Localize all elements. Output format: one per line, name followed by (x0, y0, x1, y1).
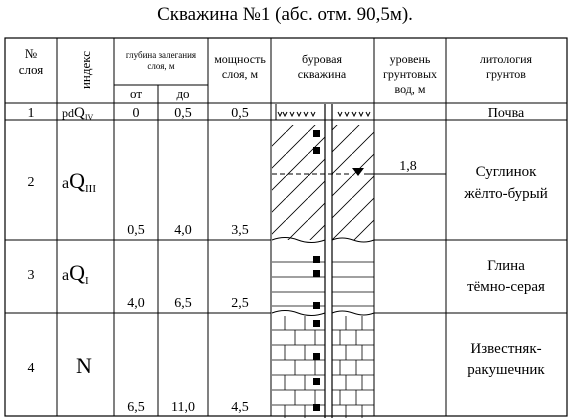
groundwater-value: 1,8 (399, 159, 417, 174)
index-prefix: a (62, 267, 70, 284)
thickness: 0,5 (231, 106, 249, 121)
header-well-1: буровая (301, 52, 343, 66)
index-sub: I (85, 275, 89, 287)
header-depth-from: от (129, 86, 143, 101)
depth-to: 0,5 (174, 106, 192, 121)
header-layer-no-2: слоя (18, 62, 44, 77)
lithology-description: тёмно-серая (467, 279, 545, 295)
header-gw-3: вод, м (394, 82, 426, 96)
boundary-wave (272, 311, 374, 316)
borehole-title: Скважина №1 (абс. отм. 90,5м). (157, 4, 413, 25)
lithology-description: ракушечник (467, 362, 545, 378)
layer-number: 1 (27, 106, 35, 121)
header-layer-no-1: № (24, 46, 38, 61)
table-header (19, 46, 533, 101)
table-row (28, 258, 545, 311)
depth-to: 11,0 (171, 400, 195, 415)
clay-pattern (272, 262, 374, 306)
header-lithology-1: литология (479, 52, 533, 66)
loam-pattern-right (332, 125, 374, 240)
index-main: Q (74, 105, 85, 121)
thickness: 3,5 (231, 223, 249, 238)
depth-from: 4,0 (127, 296, 145, 311)
thickness: 2,5 (231, 296, 249, 311)
header-lithology-2: грунтов (486, 67, 526, 81)
depth-from: 0,5 (127, 223, 145, 238)
index-main: Q (69, 168, 85, 193)
svg-text:aQIII (62, 168, 96, 195)
lithology-description: жёлто-бурый (464, 186, 548, 202)
header-thickness-1: мощность (214, 52, 266, 66)
header-index: индекс (78, 50, 93, 90)
depth-from: 0 (132, 106, 140, 121)
index-prefix: a (62, 175, 70, 192)
header-well-2: скважина (297, 67, 347, 81)
header-depth-to: до (176, 86, 190, 101)
depth-to: 4,0 (174, 223, 192, 238)
index-main: Q (69, 260, 85, 285)
well-column (272, 104, 374, 418)
index-prefix: pd (62, 106, 74, 120)
depth-from: 6,5 (127, 400, 145, 415)
table-row (28, 341, 546, 415)
index-main: N (76, 353, 92, 378)
svg-text:aQI (62, 260, 89, 287)
lithology-name: Известняк- (470, 341, 542, 357)
header-thickness-2: слоя, м (221, 67, 259, 81)
header-gw-1: уровень (389, 52, 431, 66)
lithology-name: Глина (487, 258, 525, 274)
lithology-name: Почва (487, 106, 525, 121)
thickness: 4,5 (231, 400, 249, 415)
layer-number: 4 (27, 361, 35, 376)
lithology-name: Суглинок (475, 164, 537, 180)
limestone-pattern (272, 316, 374, 418)
svg-text:pdQIV (62, 105, 94, 122)
index-sub: III (85, 183, 96, 195)
soil-pattern (276, 104, 370, 120)
layer-number: 3 (27, 268, 35, 283)
depth-to: 6,5 (174, 296, 192, 311)
header-depth-2: слоя, м (147, 61, 175, 71)
index-sub: IV (84, 113, 94, 122)
layer-number: 2 (27, 175, 35, 190)
header-gw-2: грунтовых (383, 67, 437, 81)
loam-pattern (272, 125, 325, 240)
header-depth-1: глубина залегания (125, 50, 197, 60)
